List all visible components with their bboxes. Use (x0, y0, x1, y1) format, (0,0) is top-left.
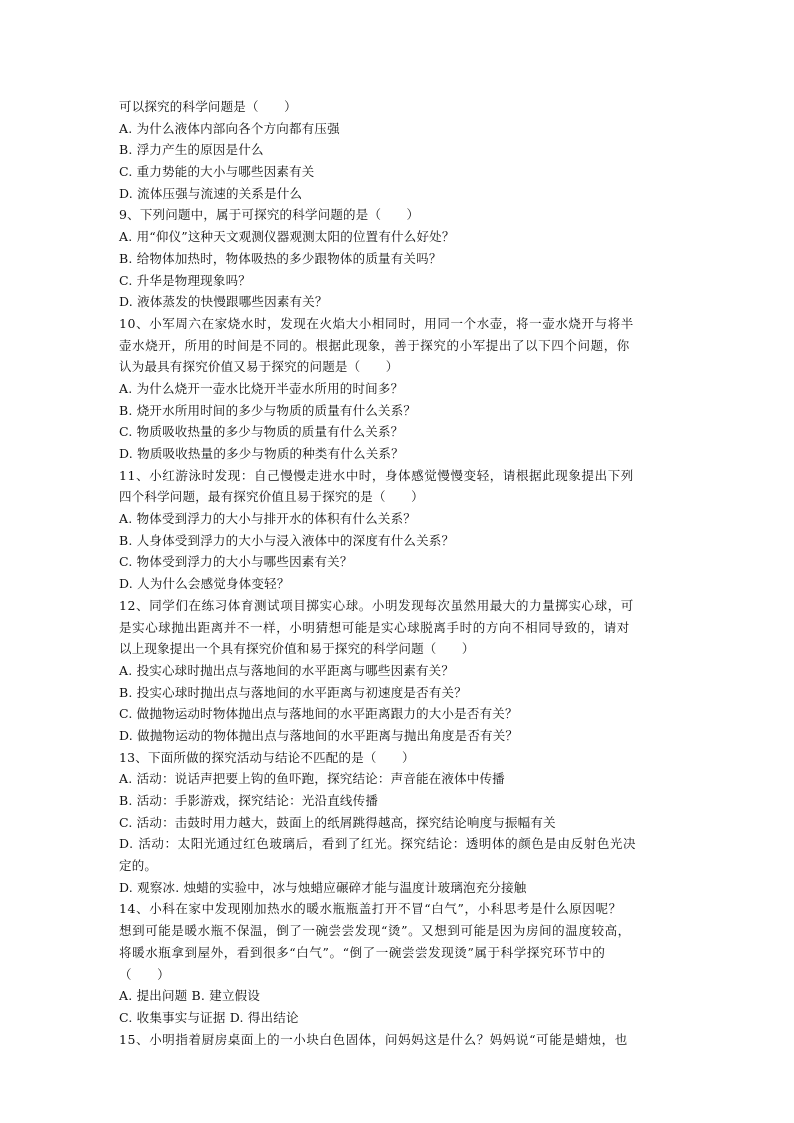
option-line: A. 为什么液体内部向各个方向都有压强 (119, 120, 340, 136)
option-line: D. 观察冰. 烛蜡的实验中，冰与烛蜡应碾碎才能与温度计玻璃泡充分接触 (119, 879, 527, 895)
option-line: B. 烧开水所用时间的多少与物质的质量有什么关系？ (119, 402, 417, 418)
option-line: A. 投实心球时抛出点与落地间的水平距离与哪些因素有关？ (119, 662, 455, 678)
option-line: A. 为什么烧开一壶水比烧开半壶水所用的时间多？ (119, 380, 404, 396)
option-line: D. 液体蒸发的快慢跟哪些因素有关？ (119, 294, 328, 310)
text-line: 可以探究的科学问题是（ ） (119, 99, 297, 114)
option-line: D. 物质吸收热量的多少与物质的种类有什么关系？ (119, 446, 404, 461)
question-11-line: 四个科学问题，最有探究价值且易于探究的是（ ） (119, 489, 424, 505)
question-13-line: 13、下面所做的探究活动与结论不匹配的是（ ） (119, 749, 415, 765)
question-14-line: 将暖水瓶拿到屋外，看到很多“白气”。“倒了一碗尝尝发现烫”属于科学探究环节中的 (119, 944, 606, 960)
question-14-line: 想到可能是暖水瓶不保温，倒了一碗尝尝发现“烫”。又想到可能是因为房间的温度较高， (119, 923, 631, 939)
question-12-line: 12、同学们在练习体育测试项目掷实心球。小明发现每次虽然用最大的力量掷实心球，可 (119, 597, 634, 613)
option-line: B. 人身体受到浮力的大小与浸入液体中的深度有什么关系？ (119, 532, 455, 548)
question-10-line: 壶水烧开，所用的时间是不同的。根据此现象，善于探究的小军提出了以下四个问题，你 (119, 337, 630, 353)
option-line: C. 活动：击鼓时用力越大，鼓面上的纸屑跳得越高，探究结论响度与振幅有关 (119, 814, 556, 830)
option-line: B. 浮力产生的原因是什么 (119, 142, 264, 158)
option-line: C. 收集事实与证据 D. 得出结论 (119, 1009, 299, 1025)
option-line: D. 人为什么会感觉身体变轻？ (119, 576, 290, 592)
option-line: B. 给物体加热时，物体吸热的多少跟物体的质量有关吗？ (119, 250, 442, 266)
option-line: B. 投实心球时抛出点与落地间的水平距离与初速度是否有关？ (119, 684, 467, 700)
option-line: A. 提出问题 B. 建立假设 (119, 988, 261, 1004)
option-line: B. 活动：手影游戏，探究结论：光沿直线传播 (119, 793, 379, 808)
option-line: D. 流体压强与流速的关系是什么 (119, 185, 303, 201)
option-line: A. 活动：说话声把要上钩的鱼吓跑，探究结论：声音能在液体中传播 (119, 771, 505, 787)
question-10-line: 10、小军周六在家烧水时，发现在火焰大小相同时，用同一个水壶，将一壶水烧开与将半 (119, 315, 634, 331)
question-14-line: 14、小科在家中发现刚加热水的暖水瓶瓶盖打开不冒“白气”，小科思考是什么原因呢？ (119, 901, 622, 917)
option-line: C. 重力势能的大小与哪些因素有关 (119, 164, 315, 180)
question-12-line: 以上现象提出一个具有探究价值和易于探究的科学问题（ ） (119, 641, 475, 657)
question-text-block (119, 96, 679, 1050)
question-11-line: 11、小红游泳时发现：自己慢慢走进水中时，身体感觉慢慢变轻，请根据此现象提出下列 (119, 467, 634, 483)
option-line: C. 物质吸收热量的多少与物质的质量有什么关系？ (119, 424, 404, 440)
question-9-line: 9、下列问题中，属于可探究的科学问题的是（ ） (119, 207, 420, 223)
option-line: D. 活动：太阳光通过红色玻璃后，看到了红光。探究结论：透明体的颜色是由反射色光决 (119, 836, 637, 852)
question-12-line: 是实心球抛出距离并不一样，小明猜想可能是实心球脱离手时的方向不相同导致的，请对 (119, 619, 630, 635)
question-15-line: 15、小明指着厨房桌面上的一小块白色固体，问妈妈这是什么？妈妈说“可能是蜡烛，也 (119, 1031, 628, 1047)
option-line: D. 做抛物运动的物体抛出点与落地间的水平距离与抛出角度是否有关？ (119, 727, 519, 743)
option-line: A. 物体受到浮力的大小与排开水的体积有什么关系？ (119, 511, 416, 527)
option-line: C. 升华是物理现象吗？ (119, 272, 251, 288)
question-14-line: （ ） (119, 966, 170, 982)
option-line: A. 用“仰仪”这种天文观测仪器观测太阳的位置有什么好处？ (119, 229, 455, 245)
option-line: 定的。 (119, 858, 158, 874)
option-line: C. 做抛物运动时物体抛出点与落地间的水平距离跟力的大小是否有关？ (119, 706, 518, 722)
question-10-line: 认为最具有探究价值又易于探究的问题是（ ） (119, 359, 399, 375)
option-line: C. 物体受到浮力的大小与哪些因素有关？ (119, 554, 353, 570)
